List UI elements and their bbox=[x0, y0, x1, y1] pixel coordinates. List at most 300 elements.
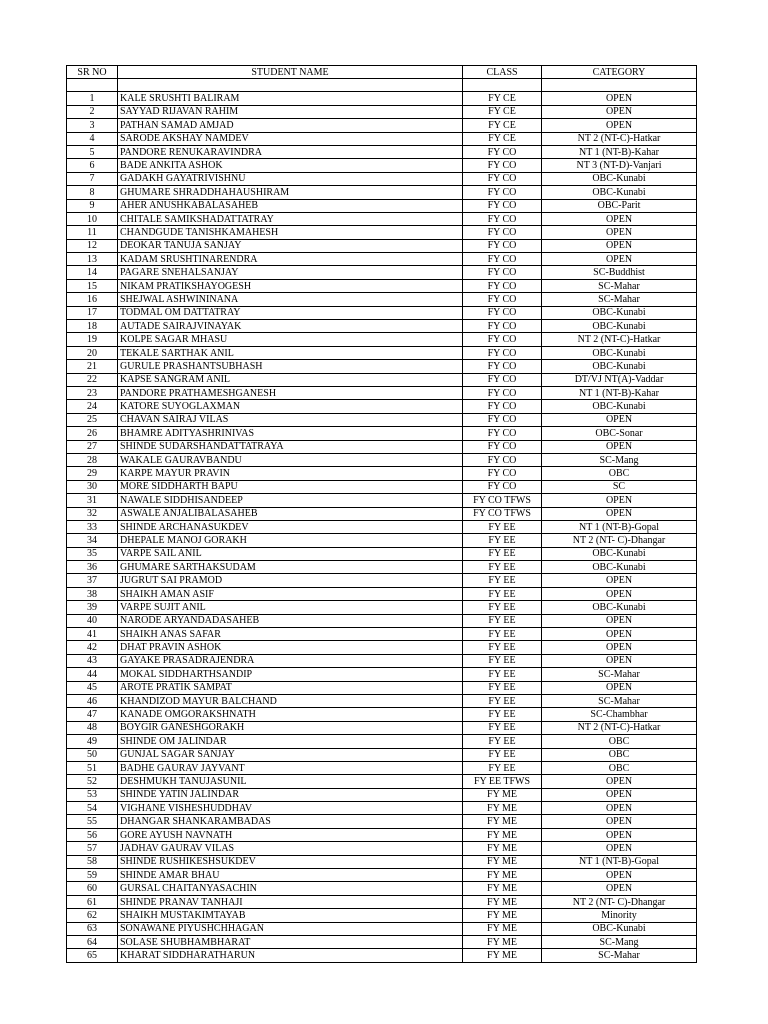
class-cell: FY CO bbox=[463, 333, 542, 346]
table-row bbox=[67, 427, 697, 440]
class-cell: FY CO bbox=[463, 306, 542, 319]
category-cell: OBC-Parit bbox=[542, 199, 697, 212]
student-name-cell: VIGHANE VISHESHUDDHAV bbox=[118, 802, 463, 815]
table-row bbox=[67, 494, 697, 507]
student-name-cell: SHINDE SUDARSHANDATTATRAYA bbox=[118, 440, 463, 453]
class-cell: FY CO bbox=[463, 427, 542, 440]
table-row bbox=[67, 882, 697, 895]
table-row bbox=[67, 708, 697, 721]
category-cell: SC-Mang bbox=[542, 453, 697, 466]
table-row bbox=[67, 694, 697, 707]
student-name-cell: NIKAM PRATIKSHAYOGESH bbox=[118, 279, 463, 292]
sr-no-cell: 29 bbox=[67, 467, 118, 480]
class-cell: FY CO bbox=[463, 199, 542, 212]
student-name-cell: BOYGIR GANESHGORAKH bbox=[118, 721, 463, 734]
sr-no-cell: 7 bbox=[67, 172, 118, 185]
table-row bbox=[67, 293, 697, 306]
table-row bbox=[67, 654, 697, 667]
student-name-cell: BADE ANKITA ASHOK bbox=[118, 159, 463, 172]
class-cell: FY EE bbox=[463, 721, 542, 734]
table-row bbox=[67, 520, 697, 533]
category-cell: OPEN bbox=[542, 628, 697, 641]
category-cell: OBC-Kunabi bbox=[542, 346, 697, 359]
category-cell: OPEN bbox=[542, 253, 697, 266]
table-row bbox=[67, 909, 697, 922]
category-cell: OBC bbox=[542, 735, 697, 748]
sr-no-cell: 32 bbox=[67, 507, 118, 520]
class-cell: FY EE bbox=[463, 547, 542, 560]
student-name-cell: AROTE PRATIK SAMPAT bbox=[118, 681, 463, 694]
class-cell: FY EE bbox=[463, 694, 542, 707]
category-cell: OPEN bbox=[542, 587, 697, 600]
table-row bbox=[67, 815, 697, 828]
class-cell: FY EE bbox=[463, 574, 542, 587]
student-name-cell: SHINDE OM JALINDAR bbox=[118, 735, 463, 748]
class-cell: FY CE bbox=[463, 92, 542, 105]
sr-no-cell: 42 bbox=[67, 641, 118, 654]
category-cell: SC-Mang bbox=[542, 936, 697, 949]
student-name-cell: SHAIKH ANAS SAFAR bbox=[118, 628, 463, 641]
student-name-cell: SHINDE PRANAV TANHAJI bbox=[118, 895, 463, 908]
table-row bbox=[67, 561, 697, 574]
student-name-cell: MORE SIDDHARTH BAPU bbox=[118, 480, 463, 493]
category-cell: NT 1 (NT-B)-Kahar bbox=[542, 145, 697, 158]
category-cell: OPEN bbox=[542, 440, 697, 453]
table-row bbox=[67, 547, 697, 560]
student-name-cell: GURSAL CHAITANYASACHIN bbox=[118, 882, 463, 895]
sr-no-cell: 46 bbox=[67, 694, 118, 707]
table-row bbox=[67, 226, 697, 239]
student-category-table bbox=[66, 65, 697, 963]
class-cell: FY EE bbox=[463, 614, 542, 627]
sr-no-cell: 6 bbox=[67, 159, 118, 172]
sr-no-cell: 1 bbox=[67, 92, 118, 105]
table-row bbox=[67, 440, 697, 453]
class-cell: FY EE bbox=[463, 561, 542, 574]
student-name-cell: AHER ANUSHKABALASAHEB bbox=[118, 199, 463, 212]
category-cell: SC-Buddhist bbox=[542, 266, 697, 279]
class-cell: FY CO bbox=[463, 373, 542, 386]
student-name-cell: SARODE AKSHAY NAMDEV bbox=[118, 132, 463, 145]
sr-no-cell: 41 bbox=[67, 628, 118, 641]
table-row bbox=[67, 333, 697, 346]
class-cell: FY EE bbox=[463, 654, 542, 667]
student-name-cell: GUNJAL SAGAR SANJAY bbox=[118, 748, 463, 761]
category-cell: OBC-Kunabi bbox=[542, 360, 697, 373]
sr-no-cell: 20 bbox=[67, 346, 118, 359]
category-cell: SC-Mahar bbox=[542, 694, 697, 707]
student-name-cell: DESHMUKH TANUJASUNIL bbox=[118, 775, 463, 788]
sr-no-cell: 48 bbox=[67, 721, 118, 734]
student-name-cell: SHINDE YATIN JALINDAR bbox=[118, 788, 463, 801]
blank-row bbox=[67, 79, 697, 92]
category-cell: NT 1 (NT-B)-Kahar bbox=[542, 386, 697, 399]
class-cell: FY CO bbox=[463, 480, 542, 493]
table-row bbox=[67, 467, 697, 480]
category-cell: OBC-Kunabi bbox=[542, 922, 697, 935]
class-cell: FY CE bbox=[463, 132, 542, 145]
sr-no-cell: 54 bbox=[67, 802, 118, 815]
table-row bbox=[67, 320, 697, 333]
category-cell: NT 1 (NT-B)-Gopal bbox=[542, 520, 697, 533]
category-cell: SC-Chambhar bbox=[542, 708, 697, 721]
category-cell: NT 1 (NT-B)-Gopal bbox=[542, 855, 697, 868]
sr-no-cell: 17 bbox=[67, 306, 118, 319]
student-name-cell: BADHE GAURAV JAYVANT bbox=[118, 761, 463, 774]
class-cell: FY ME bbox=[463, 842, 542, 855]
student-name-cell: WAKALE GAURAVBANDU bbox=[118, 453, 463, 466]
sr-no-cell: 56 bbox=[67, 828, 118, 841]
student-name-cell: KALE SRUSHTI BALIRAM bbox=[118, 92, 463, 105]
sr-no-cell: 26 bbox=[67, 427, 118, 440]
header-student-name: STUDENT NAME bbox=[118, 66, 463, 79]
class-cell: FY EE bbox=[463, 601, 542, 614]
sr-no-cell: 27 bbox=[67, 440, 118, 453]
student-name-cell: KADAM SRUSHTINARENDRA bbox=[118, 253, 463, 266]
category-cell: OPEN bbox=[542, 681, 697, 694]
category-cell: OBC-Kunabi bbox=[542, 561, 697, 574]
table-row bbox=[67, 105, 697, 118]
table-row bbox=[67, 775, 697, 788]
sr-no-cell: 39 bbox=[67, 601, 118, 614]
category-cell: OBC-Kunabi bbox=[542, 172, 697, 185]
sr-no-cell: 52 bbox=[67, 775, 118, 788]
table-row bbox=[67, 855, 697, 868]
class-cell: FY CO bbox=[463, 226, 542, 239]
sr-no-cell: 23 bbox=[67, 386, 118, 399]
student-name-cell: PAGARE SNEHALSANJAY bbox=[118, 266, 463, 279]
table-row bbox=[67, 761, 697, 774]
blank-cell bbox=[542, 79, 697, 92]
student-name-cell: DHEPALE MANOJ GORAKH bbox=[118, 534, 463, 547]
sr-no-cell: 59 bbox=[67, 869, 118, 882]
table-row bbox=[67, 306, 697, 319]
category-cell: OPEN bbox=[542, 507, 697, 520]
table-row bbox=[67, 413, 697, 426]
category-cell: OBC-Kunabi bbox=[542, 601, 697, 614]
category-cell: OBC-Kunabi bbox=[542, 306, 697, 319]
student-name-cell: GHUMARE SHRADDHAHAUSHIRAM bbox=[118, 186, 463, 199]
category-cell: OBC-Sonar bbox=[542, 427, 697, 440]
table-row bbox=[67, 480, 697, 493]
class-cell: FY EE bbox=[463, 668, 542, 681]
header-sr-no: SR NO bbox=[67, 66, 118, 79]
class-cell: FY CO bbox=[463, 159, 542, 172]
category-cell: OBC-Kunabi bbox=[542, 547, 697, 560]
student-name-cell: GAYAKE PRASADRAJENDRA bbox=[118, 654, 463, 667]
student-name-cell: KOLPE SAGAR MHASU bbox=[118, 333, 463, 346]
sr-no-cell: 4 bbox=[67, 132, 118, 145]
table-row bbox=[67, 735, 697, 748]
table-row bbox=[67, 574, 697, 587]
sr-no-cell: 36 bbox=[67, 561, 118, 574]
student-name-cell: JADHAV GAURAV VILAS bbox=[118, 842, 463, 855]
sr-no-cell: 43 bbox=[67, 654, 118, 667]
table-row bbox=[67, 159, 697, 172]
student-name-cell: SHAIKH MUSTAKIMTAYAB bbox=[118, 909, 463, 922]
category-cell: OPEN bbox=[542, 775, 697, 788]
table-row bbox=[67, 802, 697, 815]
sr-no-cell: 40 bbox=[67, 614, 118, 627]
sr-no-cell: 14 bbox=[67, 266, 118, 279]
category-cell: DT/VJ NT(A)-Vaddar bbox=[542, 373, 697, 386]
student-name-cell: DEOKAR TANUJA SANJAY bbox=[118, 239, 463, 252]
sr-no-cell: 5 bbox=[67, 145, 118, 158]
category-cell: OPEN bbox=[542, 802, 697, 815]
class-cell: FY EE bbox=[463, 761, 542, 774]
table-row bbox=[67, 212, 697, 225]
table-row bbox=[67, 132, 697, 145]
sr-no-cell: 11 bbox=[67, 226, 118, 239]
category-cell: OPEN bbox=[542, 92, 697, 105]
class-cell: FY CO bbox=[463, 172, 542, 185]
header-category: CATEGORY bbox=[542, 66, 697, 79]
table-row bbox=[67, 253, 697, 266]
blank-cell bbox=[67, 79, 118, 92]
class-cell: FY ME bbox=[463, 895, 542, 908]
sr-no-cell: 22 bbox=[67, 373, 118, 386]
category-cell: SC-Mahar bbox=[542, 279, 697, 292]
sr-no-cell: 38 bbox=[67, 587, 118, 600]
table-row bbox=[67, 614, 697, 627]
category-cell: SC bbox=[542, 480, 697, 493]
category-cell: SC-Mahar bbox=[542, 668, 697, 681]
class-cell: FY ME bbox=[463, 815, 542, 828]
table-row bbox=[67, 949, 697, 962]
student-name-cell: SHAIKH AMAN ASIF bbox=[118, 587, 463, 600]
category-cell: OPEN bbox=[542, 788, 697, 801]
category-cell: NT 3 (NT-D)-Vanjari bbox=[542, 159, 697, 172]
category-cell: OBC-Kunabi bbox=[542, 320, 697, 333]
class-cell: FY ME bbox=[463, 828, 542, 841]
class-cell: FY CO bbox=[463, 266, 542, 279]
category-cell: SC-Mahar bbox=[542, 949, 697, 962]
sr-no-cell: 64 bbox=[67, 936, 118, 949]
student-name-cell: TODMAL OM DATTATRAY bbox=[118, 306, 463, 319]
class-cell: FY EE bbox=[463, 735, 542, 748]
sr-no-cell: 49 bbox=[67, 735, 118, 748]
table-row bbox=[67, 279, 697, 292]
sr-no-cell: 57 bbox=[67, 842, 118, 855]
student-name-cell: GORE AYUSH NAVNATH bbox=[118, 828, 463, 841]
class-cell: FY CO bbox=[463, 320, 542, 333]
sr-no-cell: 9 bbox=[67, 199, 118, 212]
category-cell: OPEN bbox=[542, 413, 697, 426]
class-cell: FY EE bbox=[463, 708, 542, 721]
class-cell: FY EE bbox=[463, 534, 542, 547]
sr-no-cell: 13 bbox=[67, 253, 118, 266]
table-row bbox=[67, 534, 697, 547]
category-cell: OPEN bbox=[542, 494, 697, 507]
category-cell: OBC bbox=[542, 761, 697, 774]
student-name-cell: DHAT PRAVIN ASHOK bbox=[118, 641, 463, 654]
sr-no-cell: 28 bbox=[67, 453, 118, 466]
category-cell: NT 2 (NT- C)-Dhangar bbox=[542, 534, 697, 547]
class-cell: FY CO bbox=[463, 253, 542, 266]
student-name-cell: GHUMARE SARTHAKSUDAM bbox=[118, 561, 463, 574]
header-row bbox=[67, 66, 697, 79]
student-name-cell: ASWALE ANJALIBALASAHEB bbox=[118, 507, 463, 520]
category-cell: OPEN bbox=[542, 869, 697, 882]
class-cell: FY ME bbox=[463, 909, 542, 922]
category-cell: OPEN bbox=[542, 815, 697, 828]
class-cell: FY CE bbox=[463, 105, 542, 118]
sr-no-cell: 19 bbox=[67, 333, 118, 346]
table-row bbox=[67, 386, 697, 399]
class-cell: FY CE bbox=[463, 119, 542, 132]
student-name-cell: GURULE PRASHANTSUBHASH bbox=[118, 360, 463, 373]
student-name-cell: SHEJWAL ASHWININANA bbox=[118, 293, 463, 306]
student-name-cell: CHITALE SAMIKSHADATTATRAY bbox=[118, 212, 463, 225]
table-row bbox=[67, 869, 697, 882]
table-row bbox=[67, 453, 697, 466]
sr-no-cell: 65 bbox=[67, 949, 118, 962]
category-cell: OPEN bbox=[542, 119, 697, 132]
class-cell: FY EE bbox=[463, 748, 542, 761]
student-name-cell: GADAKH GAYATRIVISHNU bbox=[118, 172, 463, 185]
table-row bbox=[67, 145, 697, 158]
student-name-cell: NAWALE SIDDHISANDEEP bbox=[118, 494, 463, 507]
table-row bbox=[67, 788, 697, 801]
class-cell: FY CO TFWS bbox=[463, 507, 542, 520]
category-cell: OBC bbox=[542, 748, 697, 761]
sr-no-cell: 24 bbox=[67, 400, 118, 413]
class-cell: FY ME bbox=[463, 788, 542, 801]
category-cell: OPEN bbox=[542, 614, 697, 627]
sr-no-cell: 53 bbox=[67, 788, 118, 801]
sr-no-cell: 30 bbox=[67, 480, 118, 493]
table-row bbox=[67, 641, 697, 654]
student-name-cell: VARPE SUJIT ANIL bbox=[118, 601, 463, 614]
student-name-cell: AUTADE SAIRAJVINAYAK bbox=[118, 320, 463, 333]
student-name-cell: PANDORE PRATHAMESHGANESH bbox=[118, 386, 463, 399]
table-row bbox=[67, 587, 697, 600]
sr-no-cell: 37 bbox=[67, 574, 118, 587]
category-cell: OBC-Kunabi bbox=[542, 186, 697, 199]
student-name-cell: SONAWANE PIYUSHCHHAGAN bbox=[118, 922, 463, 935]
table-row bbox=[67, 400, 697, 413]
category-cell: OPEN bbox=[542, 641, 697, 654]
table-row bbox=[67, 119, 697, 132]
student-name-cell: KAPSE SANGRAM ANIL bbox=[118, 373, 463, 386]
student-name-cell: VARPE SAIL ANIL bbox=[118, 547, 463, 560]
table-row bbox=[67, 922, 697, 935]
student-name-cell: PANDORE RENUKARAVINDRA bbox=[118, 145, 463, 158]
category-cell: OPEN bbox=[542, 239, 697, 252]
table-row bbox=[67, 828, 697, 841]
student-name-cell: JUGRUT SAI PRAMOD bbox=[118, 574, 463, 587]
sr-no-cell: 33 bbox=[67, 520, 118, 533]
category-cell: OBC-Kunabi bbox=[542, 400, 697, 413]
student-name-cell: KHARAT SIDDHARATHARUN bbox=[118, 949, 463, 962]
table-row bbox=[67, 748, 697, 761]
sr-no-cell: 21 bbox=[67, 360, 118, 373]
table-row bbox=[67, 346, 697, 359]
category-cell: OPEN bbox=[542, 226, 697, 239]
sr-no-cell: 45 bbox=[67, 681, 118, 694]
student-name-cell: CHANDGUDE TANISHKAMAHESH bbox=[118, 226, 463, 239]
sr-no-cell: 44 bbox=[67, 668, 118, 681]
class-cell: FY CO bbox=[463, 239, 542, 252]
student-name-cell: KARPE MAYUR PRAVIN bbox=[118, 467, 463, 480]
sr-no-cell: 15 bbox=[67, 279, 118, 292]
student-name-cell: PATHAN SAMAD AMJAD bbox=[118, 119, 463, 132]
class-cell: FY ME bbox=[463, 949, 542, 962]
sr-no-cell: 34 bbox=[67, 534, 118, 547]
table-row bbox=[67, 199, 697, 212]
table-row bbox=[67, 628, 697, 641]
blank-cell bbox=[463, 79, 542, 92]
student-name-cell: NARODE ARYANDADASAHEB bbox=[118, 614, 463, 627]
category-cell: NT 2 (NT-C)-Hatkar bbox=[542, 721, 697, 734]
class-cell: FY ME bbox=[463, 869, 542, 882]
student-name-cell: MOKAL SIDDHARTHSANDIP bbox=[118, 668, 463, 681]
category-cell: SC-Mahar bbox=[542, 293, 697, 306]
table-row bbox=[67, 507, 697, 520]
class-cell: FY CO bbox=[463, 212, 542, 225]
student-name-cell: SHINDE ARCHANASUKDEV bbox=[118, 520, 463, 533]
table-row bbox=[67, 360, 697, 373]
category-cell: NT 2 (NT-C)-Hatkar bbox=[542, 132, 697, 145]
table-row bbox=[67, 92, 697, 105]
class-cell: FY EE bbox=[463, 628, 542, 641]
category-cell: Minority bbox=[542, 909, 697, 922]
class-cell: FY CO bbox=[463, 467, 542, 480]
table-row bbox=[67, 895, 697, 908]
category-cell: OPEN bbox=[542, 212, 697, 225]
sr-no-cell: 35 bbox=[67, 547, 118, 560]
table-row bbox=[67, 842, 697, 855]
student-name-cell: KHANDIZOD MAYUR BALCHAND bbox=[118, 694, 463, 707]
class-cell: FY CO TFWS bbox=[463, 494, 542, 507]
table-row bbox=[67, 239, 697, 252]
class-cell: FY CO bbox=[463, 279, 542, 292]
table-body bbox=[67, 79, 697, 962]
table-row bbox=[67, 172, 697, 185]
class-cell: FY CO bbox=[463, 360, 542, 373]
class-cell: FY CO bbox=[463, 346, 542, 359]
class-cell: FY EE bbox=[463, 587, 542, 600]
table-row bbox=[67, 601, 697, 614]
class-cell: FY CO bbox=[463, 386, 542, 399]
category-cell: OPEN bbox=[542, 828, 697, 841]
class-cell: FY CO bbox=[463, 293, 542, 306]
category-cell: OPEN bbox=[542, 882, 697, 895]
class-cell: FY EE bbox=[463, 681, 542, 694]
sr-no-cell: 62 bbox=[67, 909, 118, 922]
student-name-cell: KATORE SUYOGLAXMAN bbox=[118, 400, 463, 413]
sr-no-cell: 10 bbox=[67, 212, 118, 225]
sr-no-cell: 16 bbox=[67, 293, 118, 306]
sr-no-cell: 51 bbox=[67, 761, 118, 774]
category-cell: NT 2 (NT- C)-Dhangar bbox=[542, 895, 697, 908]
class-cell: FY EE TFWS bbox=[463, 775, 542, 788]
blank-cell bbox=[118, 79, 463, 92]
class-cell: FY CO bbox=[463, 453, 542, 466]
sr-no-cell: 61 bbox=[67, 895, 118, 908]
table-row bbox=[67, 721, 697, 734]
category-cell: OPEN bbox=[542, 574, 697, 587]
sr-no-cell: 25 bbox=[67, 413, 118, 426]
class-cell: FY EE bbox=[463, 520, 542, 533]
class-cell: FY ME bbox=[463, 922, 542, 935]
class-cell: FY CO bbox=[463, 186, 542, 199]
class-cell: FY CO bbox=[463, 400, 542, 413]
category-cell: OBC bbox=[542, 467, 697, 480]
sr-no-cell: 63 bbox=[67, 922, 118, 935]
table-row bbox=[67, 373, 697, 386]
sr-no-cell: 8 bbox=[67, 186, 118, 199]
